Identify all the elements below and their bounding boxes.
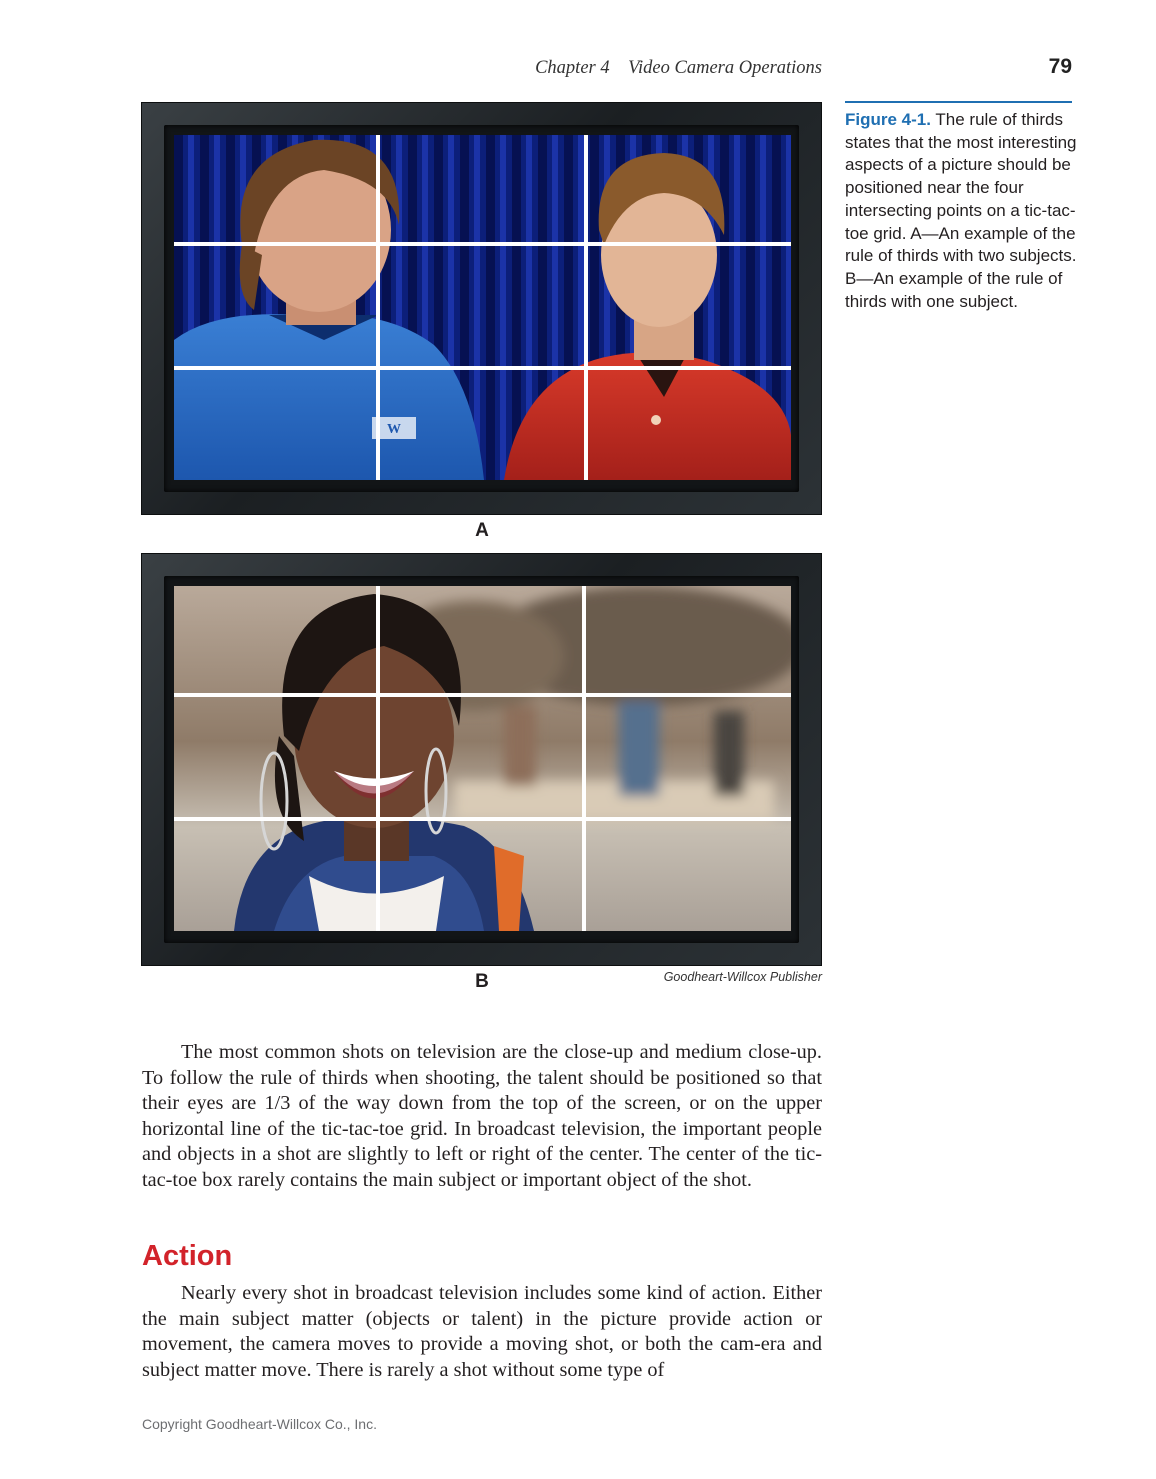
- grid-line-horizontal: [174, 693, 791, 697]
- photo-one-subject-illustration: [174, 586, 791, 931]
- photo-two-subjects-illustration: [174, 135, 791, 480]
- image-credit: Goodheart-Willcox Publisher: [663, 970, 822, 984]
- grid-line-horizontal: [174, 242, 791, 246]
- grid-line-horizontal: [174, 817, 791, 821]
- shirt-logo-text: W: [387, 422, 401, 437]
- grid-line-vertical: [376, 135, 380, 480]
- monitor-frame-b: [141, 553, 822, 966]
- photo-one-subject: [174, 586, 791, 931]
- grid-line-horizontal: [174, 366, 791, 370]
- photo-two-subjects: [174, 135, 791, 480]
- panel-label-b: B: [475, 971, 489, 992]
- body-paragraph-rule-of-thirds: The most common shots on television are the close-up and medium close-up. To follow the rule of thirds when shooting, the talent should be positioned so that their eyes are 1/3 of the way down from the top of the screen, or on the upper horizontal line of the tic-tac-toe grid. In broadcast television, the important people and objects in a shot are slightly to left or right of the center. The center of the tic-tac-toe box rarely contains the main subject or important object of the shot.: [142, 1041, 822, 1191]
- section-heading-action: Action: [142, 1240, 233, 1272]
- monitor-frame-a: [141, 102, 822, 515]
- figure-caption: [845, 109, 1077, 313]
- running-head: Chapter 4 Video Camera Operations: [535, 58, 822, 78]
- grid-line-vertical: [584, 135, 588, 480]
- figure-caption-text: The rule of thirds states that the most interesting aspects of a picture should be positioned near the four intersecting points on a tic-tac-toe grid. A—An example of the rule of thirds with two subjects. B—An example of the rule of thirds with one subject.: [845, 110, 1077, 311]
- grid-line-vertical: [376, 586, 380, 931]
- caption-rule: [845, 101, 1072, 103]
- body-paragraph-action: Nearly every shot in broadcast television includes some kind of action. Either the main subject matter (objects or talent) in the picture provide action or movement, the camera moves to provide a moving shot, or both the cam-era and subject matter move. There is rarely a shot without some type of: [142, 1282, 822, 1381]
- figure-label: Figure 4-1.: [845, 110, 931, 129]
- page-number: 79: [1048, 55, 1072, 78]
- panel-label-a: A: [475, 520, 489, 541]
- grid-line-vertical: [582, 586, 586, 931]
- copyright-footer: Copyright Goodheart-Willcox Co., Inc.: [142, 1416, 377, 1432]
